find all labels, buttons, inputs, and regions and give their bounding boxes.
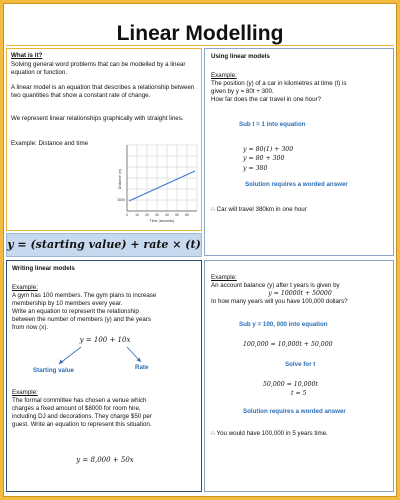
title-divider: [6, 45, 394, 46]
account-balance-example-panel: [204, 260, 394, 492]
writing-line-4: between the number of members (y) and the years: [12, 316, 151, 323]
writing-linear-models-panel: [6, 260, 202, 492]
using-example-label: Example:: [211, 72, 237, 79]
graph-x-tick: 60: [185, 213, 189, 217]
writing-example2-line-2: charges a fixed amount of $8000 for room hire,: [12, 405, 141, 412]
using-linear-models-panel: [204, 48, 394, 256]
graph-x-tick: 0: [126, 213, 128, 217]
ex2-question-line-3: In how many years will you have 100,000 dollars?: [211, 298, 348, 305]
graph-x-tick: 30: [155, 213, 159, 217]
graph-line: [129, 171, 195, 201]
using-equation-line-1: y = 80(1) + 300: [243, 146, 294, 153]
graph-xlabel: Time (seconds): [149, 219, 175, 223]
writing-example2-line-3: including DJ and decorations. They charge $50 per: [12, 413, 152, 420]
graph-ylabel: Distance (m): [118, 168, 122, 190]
writing-line-5: from now (x).: [12, 324, 49, 331]
distance-time-graph: [115, 139, 201, 229]
ex2-solve-step: Solve for t: [285, 361, 316, 368]
ex2-example-label: Example:: [211, 274, 237, 281]
ex2-answer: ∴ You would have 100,000 in 5 years time.: [211, 430, 328, 437]
using-worded-answer-note: Solution requires a worded answer: [245, 181, 348, 188]
ex2-question-equation: y = 10000t + 50000: [268, 290, 332, 297]
ex2-equation-line-1: 100,000 = 10,000t + 50,000: [243, 341, 333, 348]
writing-equation: y = 100 + 10x: [79, 336, 131, 344]
what-is-it-example: Example: Distance and time: [11, 140, 89, 147]
what-is-it-paragraph-2: A linear model is an equation that describes a relationship between two quantities that show a constant rate of change.: [11, 84, 195, 99]
writing-heading: Writing linear models: [12, 265, 75, 272]
what-is-it-heading: What is it?: [11, 52, 43, 59]
rate-label: Rate: [135, 364, 149, 371]
graph-grid: [127, 145, 197, 211]
writing-line-1: A gym has 100 members. The gym plans to increase: [12, 292, 157, 299]
writing-example2-line-4: guest. Write an equation to represent this situation.: [12, 421, 152, 428]
graph-x-tick: 40: [165, 213, 169, 217]
using-answer: ∴ Car will travel 380km in one hour: [211, 206, 307, 213]
linear-model-formula: y = (starting value) + rate × (t): [6, 233, 202, 257]
graph-x-ticks: [126, 213, 189, 217]
graph-x-tick: 50: [175, 213, 179, 217]
starting-value-label: Starting value: [33, 367, 74, 374]
using-heading: Using linear models: [211, 53, 270, 60]
what-is-it-paragraph-1: Solving general word problems that can be modelled by a linear equation or function.: [11, 61, 186, 76]
using-question-line-2: given by y = 80t + 300.: [211, 88, 274, 95]
writing-example-label: Example:: [12, 284, 38, 291]
graph-x-tick: 20: [145, 213, 149, 217]
page-title: Linear Modelling: [116, 22, 284, 45]
using-substitution-step: Sub t = 1 into equation: [239, 121, 306, 128]
graph-x-tick: 10: [135, 213, 139, 217]
using-question-line-1: The position (y) of a car in kilometres at time (t) is: [211, 80, 347, 87]
ex2-equation-line-3: t = 5: [291, 390, 307, 397]
using-equation-line-3: y = 380: [243, 165, 268, 172]
graph-y-tick: 3000: [117, 198, 125, 202]
ex2-equation-line-2: 50,000 = 10,000t: [263, 381, 318, 388]
ex2-substitution-step: Sub y = 100, 000 into equation: [239, 321, 328, 328]
writing-example2-line-1: The formal committee has chosen a venue which: [12, 397, 147, 404]
ex2-worded-answer-note: Solution requires a worded answer: [243, 408, 346, 415]
ex2-question-line-1: An account balance (y) after t years is given by: [211, 282, 340, 289]
using-equation-line-2: y = 80 + 300: [243, 155, 285, 162]
writing-equation-2: y = 8,000 + 50x: [76, 456, 134, 464]
what-is-it-paragraph-3: We represent linear relationships graphically with straight lines.: [11, 115, 184, 122]
what-is-it-panel: [6, 48, 202, 231]
writing-line-3: Write an equation to represent the relationship: [12, 308, 139, 315]
writing-example2-label: Example:: [12, 389, 38, 396]
using-question-line-3: How far does the car travel in one hour?: [211, 96, 322, 103]
writing-line-2: membership by 10 members every year.: [12, 300, 123, 307]
